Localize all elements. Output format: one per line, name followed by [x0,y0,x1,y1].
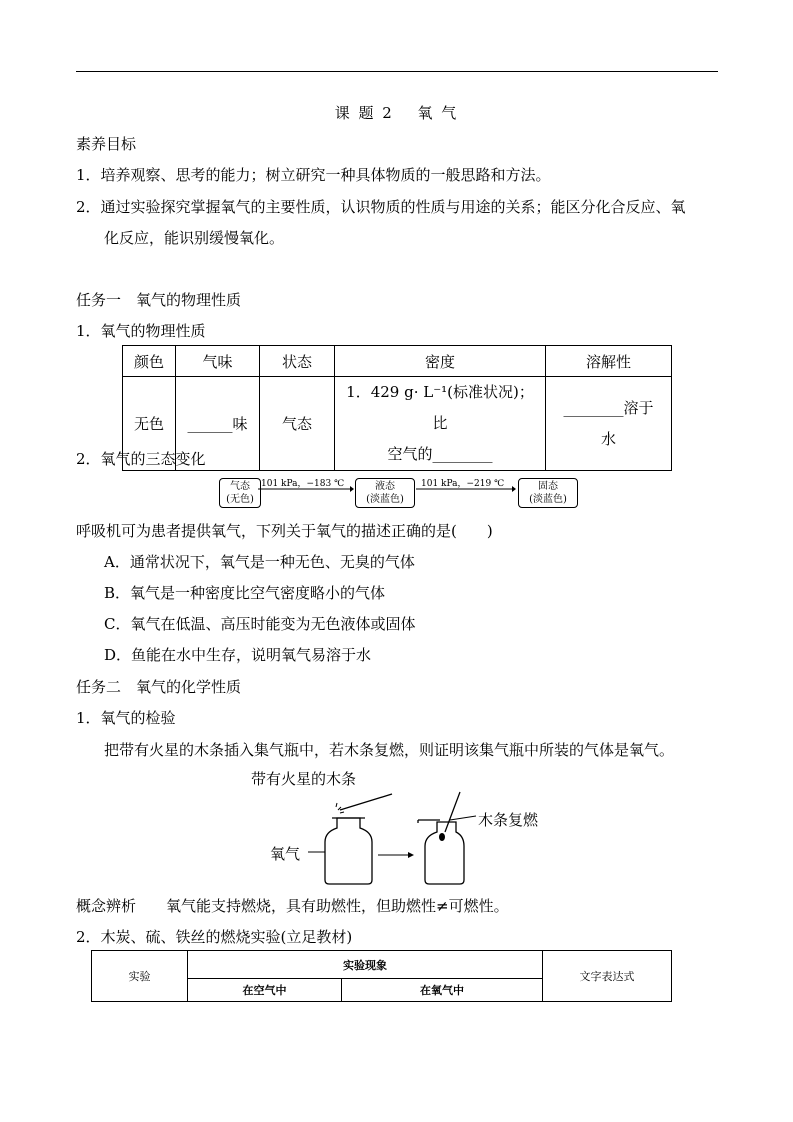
oxygen-test-text: 把带有火星的木条插入集气瓶中，若木条复燃，则证明该集气瓶中所装的气体是氧气。 [104,741,675,759]
state-liquid-color: (淡蓝色) [366,494,404,505]
arrow-1-icon [258,486,354,492]
option-b: B．氧气是一种密度比空气密度略小的气体 [104,584,386,602]
th-experiment: 实验 [92,951,188,1002]
th-state: 状态 [260,346,335,377]
solubility-line-2: 水 [600,429,616,448]
task2-heading: 任务二 氧气的化学性质 [76,678,242,696]
state-gas-box [219,478,261,508]
task2-sub2: 2．木炭、硫、铁丝的燃烧实验(立足教材) [76,928,353,946]
th-density: 密度 [335,346,546,377]
cell-smell: ______味 [176,377,260,471]
th-solubility: 溶解性 [546,346,672,377]
goal-item-2-cont: 化反应，能识别缓慢氧化。 [104,229,285,247]
density-line-1: 1．429 g· L⁻¹(标准状况)；比 [346,383,534,432]
th-color: 颜色 [123,346,176,377]
gas-bottles-icon [300,780,500,890]
th-phenomena: 实验现象 [188,951,543,979]
state-gas-label: 气态 [230,481,250,492]
cell-state: 气态 [260,377,335,471]
cell-solubility [546,377,672,471]
option-a: A．通常状况下，氧气是一种无色、无臭的气体 [104,553,415,571]
state-gas-color: (无色) [226,494,254,505]
th-smell: 气味 [176,346,260,377]
state-solid-label: 固态 [538,481,558,492]
th-in-air: 在空气中 [188,979,342,1002]
task1-heading: 任务一 氧气的物理性质 [76,291,242,309]
task2-sub1: 1．氧气的检验 [76,709,176,727]
concept-note: 概念辨析 氧气能支持燃烧，具有助燃性，但助燃性≠可燃性。 [76,897,509,915]
label-relight: 木条复燃 [478,811,539,829]
label-oxygen: 氧气 [270,845,301,863]
goals-heading: 素养目标 [76,135,137,153]
th-in-oxygen: 在氧气中 [342,979,543,1002]
option-c: C．氧气在低温、高压时能变为无色液体或固体 [104,615,416,633]
goal-item-2: 2．通过实验探究掌握氧气的主要性质，认识物质的性质与用途的关系；能区分化合反应、氧 [76,198,686,216]
option-d: D．鱼能在水中生存，说明氧气易溶于水 [104,646,372,664]
combustion-table [91,950,672,1002]
density-line-2: 空气的________ [387,445,493,463]
cell-density [335,377,546,471]
state-solid-color: (淡蓝色) [529,494,567,505]
task1-sub1: 1．氧气的物理性质 [76,322,206,340]
state-liquid-box [355,478,415,508]
label-glowing-stick: 带有火星的木条 [251,770,357,788]
cell-color: 无色 [123,377,176,471]
th-expression: 文字表达式 [543,951,672,1002]
page-title: 课 题 2 氧 气 [334,104,459,122]
solubility-line-1: ________溶于 [563,398,654,417]
header-rule [76,71,718,72]
state-liquid-label: 液态 [375,481,395,492]
task1-sub2: 2．氧气的三态变化 [76,450,206,468]
goal-item-1: 1．培养观察、思考的能力；树立研究一种具体物质的一般思路和方法。 [76,166,551,184]
condition-2: 101 kPa，−219 ℃ [421,479,505,489]
question: 呼吸机可为患者提供氧气，下列关于氧气的描述正确的是( ) [76,522,493,540]
state-solid-box [518,478,578,508]
arrow-2-icon [416,486,516,492]
condition-1: 101 kPa，−183 ℃ [261,479,345,489]
